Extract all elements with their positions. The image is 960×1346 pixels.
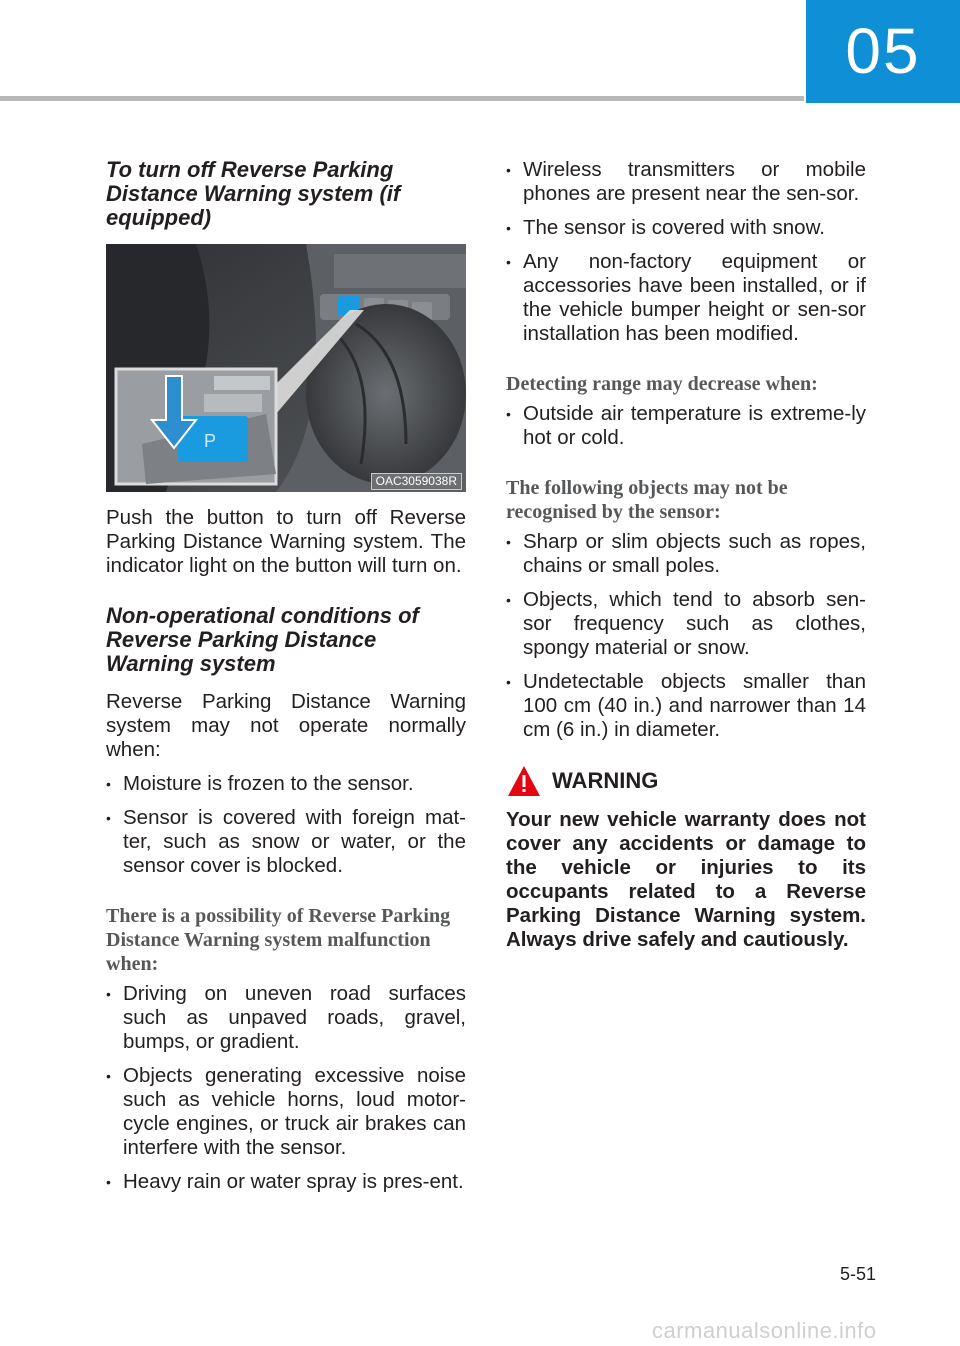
figure-code: OAC3059038R: [371, 473, 462, 490]
svg-text:P: P: [204, 431, 217, 451]
list-item: • Any non-factory equipment or accessories have been installed, or if the vehicle bumper height or sen-sor installation has been modified.: [506, 250, 866, 346]
section-title-non-operational: Non-operational conditions of Reverse Parking Distance Warning system: [106, 603, 419, 676]
malfunction-list: [106, 982, 466, 1194]
warning-title: WARNING: [552, 768, 659, 793]
list-item: • Objects generating excessive noise such as vehicle horns, loud motor-cycle engines, or truck air brakes can interfere with the sensor.: [106, 1064, 466, 1160]
list-item: • Sensor is covered with foreign mat-ter, such as snow or water, or the sensor cover is blocked.: [106, 806, 466, 878]
non-operational-list: [106, 772, 466, 878]
non-operational-intro: Reverse Parking Distance Warning system may not operate normally when:: [106, 690, 466, 761]
list-item: • Heavy rain or water spray is pres-ent.: [106, 1170, 466, 1194]
list-item: • Moisture is frozen to the sensor.: [106, 772, 466, 796]
subsection-title-objects: The following objects may not be recognised by the sensor:: [506, 477, 788, 523]
list-item: • The sensor is covered with snow.: [506, 216, 866, 240]
warning-header: [506, 764, 866, 798]
warning-body: Your new vehicle warranty does not cover any accidents or damage to the vehicle or injuries to its occupants related to a Reverse Parking Distance Warning system. Always drive safely and cautiously.: [506, 808, 866, 951]
list-item: • Wireless transmitters or mobile phones are present near the sen-sor.: [506, 158, 866, 206]
console-button-figure: [106, 244, 466, 492]
turn-off-instructions: Push the button to turn off Reverse Parking Distance Warning system. The indicator light on the button will turn on.: [106, 506, 466, 577]
list-item: • Undetectable objects smaller than 100 cm (40 in.) and narrower than 14 cm (6 in.) in diameter.: [506, 670, 866, 742]
list-item: • Objects, which tend to absorb sen-sor frequency such as clothes, spongy material or snow.: [506, 588, 866, 660]
header-rule: [0, 96, 804, 101]
section-title-turn-off: To turn off Reverse Parking Distance Warning system (if equipped): [106, 157, 401, 230]
console-illustration: [106, 244, 466, 492]
watermark: carmanualsonline.info: [652, 1318, 877, 1343]
warning-triangle-icon: [506, 764, 542, 798]
page-number: 5-51: [840, 1264, 877, 1284]
objects-list: [506, 530, 866, 742]
chapter-tab: 05: [806, 0, 960, 103]
subsection-title-malfunction: There is a possibility of Reverse Parking Distance Warning system malfunction when:: [106, 905, 451, 975]
list-item: • Sharp or slim objects such as ropes, chains or small poles.: [506, 530, 866, 578]
detecting-range-list: [506, 402, 866, 450]
right-column: [506, 158, 866, 952]
left-column: [106, 158, 466, 1204]
list-item: • Driving on uneven road surfaces such as unpaved roads, gravel, bumps, or gradient.: [106, 982, 466, 1054]
list-item: • Outside air temperature is extreme-ly hot or cold.: [506, 402, 866, 450]
continued-list: [506, 158, 866, 346]
subsection-title-detecting-range: Detecting range may decrease when:: [506, 373, 818, 395]
